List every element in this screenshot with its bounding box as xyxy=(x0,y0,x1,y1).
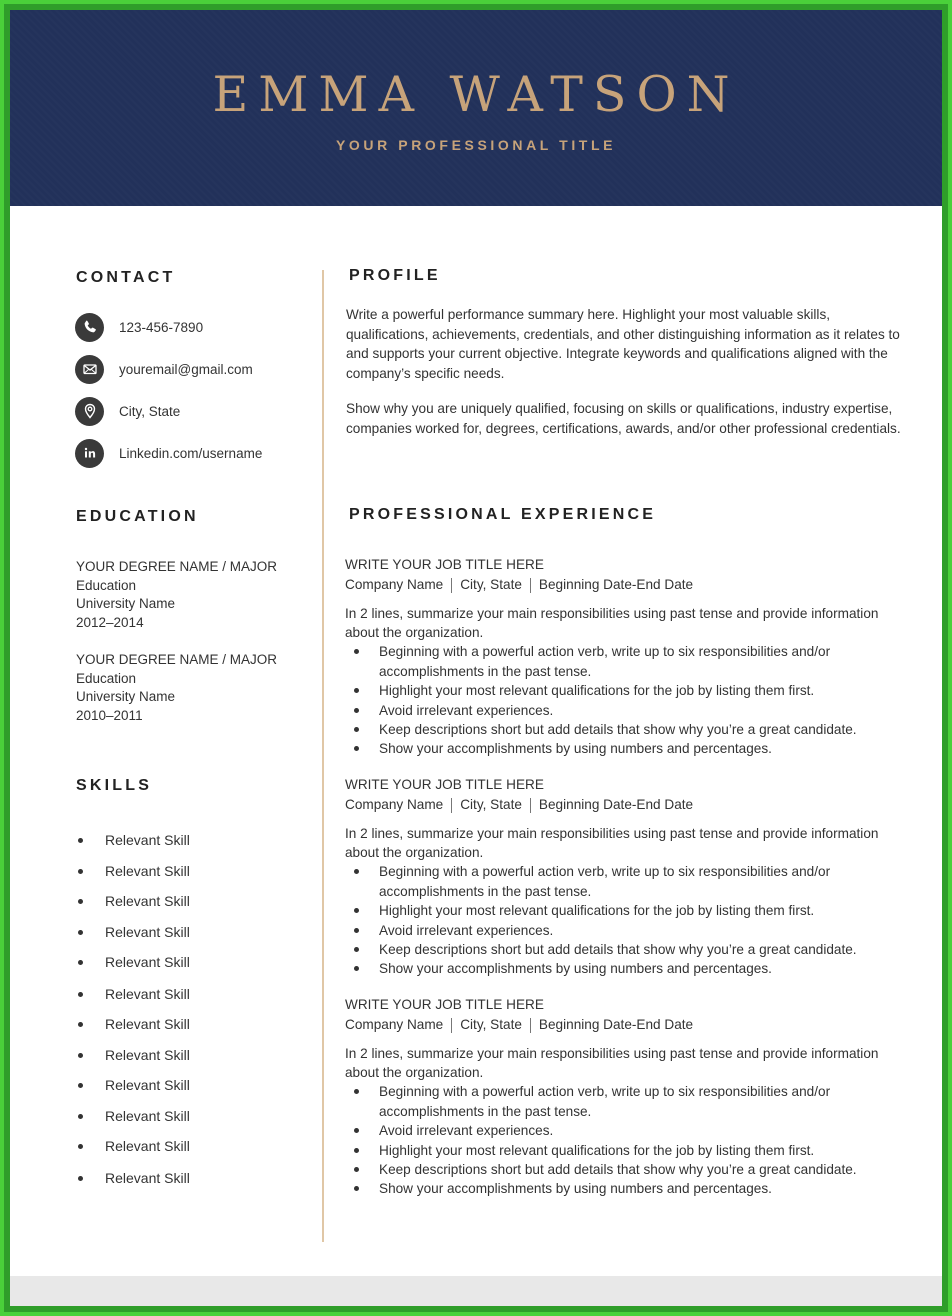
list-item: Beginning with a powerful action verb, write up to six responsibilities and/or accomplishments in the past tense. xyxy=(345,862,915,901)
job-bullets xyxy=(345,642,915,758)
separator xyxy=(451,578,452,593)
separator xyxy=(451,798,452,813)
degree-name: YOUR DEGREE NAME / MAJOR xyxy=(76,652,278,667)
job-dates: Beginning Date-End Date xyxy=(538,577,694,592)
job-entry xyxy=(345,555,915,759)
bullet-icon xyxy=(78,1022,83,1027)
skill-item: Relevant Skill xyxy=(76,924,190,940)
bullet-icon xyxy=(78,1114,83,1119)
list-item: Beginning with a powerful action verb, write up to six responsibilities and/or accomplishments in the past tense. xyxy=(345,642,915,681)
profile-summary: Write a powerful performance summary here. Highlight your most valuable skills, qualifications, achievements, credentials, and other distinguishing information as it relates to and supports your current objective. Integrate keywords and qualifications aligned with the company’s specific needs. xyxy=(346,307,900,381)
skill-item: Relevant Skill xyxy=(76,1077,190,1093)
list-item: Avoid irrelevant experiences. xyxy=(345,1121,915,1140)
profile-credentials: Show why you are uniquely qualified, focusing on skills or qualifications, industry expertise, companies worked for, degrees, certifications, awards, and/or other professional credentials. xyxy=(346,401,901,436)
education-entry xyxy=(76,651,277,725)
bullet-icon xyxy=(78,1053,83,1058)
job-location: City, State xyxy=(460,1017,522,1032)
skill-item: Relevant Skill xyxy=(76,863,190,879)
list-item: Avoid irrelevant experiences. xyxy=(345,921,915,940)
email-icon xyxy=(75,355,104,384)
company-name: Company Name xyxy=(345,1017,444,1032)
job-summary: In 2 lines, summarize your main responsibilities using past tense and provide information about the organization. xyxy=(345,1046,879,1081)
location-icon xyxy=(75,397,104,426)
school-name: University Name xyxy=(76,596,176,611)
email-text: youremail@gmail.com xyxy=(119,361,253,377)
contact-linkedin xyxy=(75,438,262,468)
list-item: Highlight your most relevant qualifications for the job by listing them first. xyxy=(345,901,915,920)
experience-heading: PROFESSIONAL EXPERIENCE xyxy=(349,506,657,523)
column-divider xyxy=(322,270,324,1242)
bullet-icon xyxy=(78,960,83,965)
skill-item: Relevant Skill xyxy=(76,1016,190,1032)
bullet-icon xyxy=(78,992,83,997)
job-dates: Beginning Date-End Date xyxy=(538,797,694,812)
list-item: Show your accomplishments by using numbers and percentages. xyxy=(345,1179,915,1198)
phone-text: 123-456-7890 xyxy=(119,319,204,335)
contact-location xyxy=(75,396,180,426)
location-text: City, State xyxy=(119,403,181,419)
job-title: WRITE YOUR JOB TITLE HERE xyxy=(345,777,544,792)
bullet-icon xyxy=(78,899,83,904)
list-item: Highlight your most relevant qualifications for the job by listing them first. xyxy=(345,1141,915,1160)
company-name: Company Name xyxy=(345,797,444,812)
job-entry xyxy=(345,995,915,1199)
list-item: Keep descriptions short but add details that show why you’re a great candidate. xyxy=(345,720,915,739)
education-years: 2010–2011 xyxy=(76,707,143,723)
header-banner xyxy=(10,10,942,206)
separator xyxy=(451,1018,452,1033)
bullet-icon xyxy=(78,1176,83,1181)
linkedin-icon xyxy=(75,439,104,468)
job-meta xyxy=(345,1015,915,1035)
skill-item: Relevant Skill xyxy=(76,893,190,909)
bullet-icon xyxy=(78,869,83,874)
job-location: City, State xyxy=(460,577,522,592)
separator xyxy=(530,1018,531,1033)
job-summary: In 2 lines, summarize your main responsibilities using past tense and provide information about the organization. xyxy=(345,826,879,861)
contact-email xyxy=(75,354,253,384)
education-years: 2012–2014 xyxy=(76,614,144,630)
job-meta xyxy=(345,575,915,595)
separator xyxy=(530,578,531,593)
degree-field: Education xyxy=(76,577,137,593)
job-bullets xyxy=(345,862,915,978)
bullet-icon xyxy=(78,930,83,935)
list-item: Show your accomplishments by using numbers and percentages. xyxy=(345,739,915,758)
degree-field: Education xyxy=(76,670,137,686)
education-heading: EDUCATION xyxy=(76,508,199,525)
job-title: WRITE YOUR JOB TITLE HERE xyxy=(345,557,544,572)
job-entry xyxy=(345,775,915,979)
page-bottom-strip xyxy=(10,1276,942,1306)
list-item: Keep descriptions short but add details that show why you’re a great candidate. xyxy=(345,940,915,959)
job-dates: Beginning Date-End Date xyxy=(538,1017,694,1032)
skill-item: Relevant Skill xyxy=(76,1170,190,1186)
degree-name: YOUR DEGREE NAME / MAJOR xyxy=(76,559,278,574)
skill-item: Relevant Skill xyxy=(76,832,190,848)
bullet-icon xyxy=(78,1083,83,1088)
list-item: Highlight your most relevant qualifications for the job by listing them first. xyxy=(345,681,915,700)
job-summary: In 2 lines, summarize your main responsibilities using past tense and provide information about the organization. xyxy=(345,606,879,641)
contact-heading: CONTACT xyxy=(76,269,176,286)
phone-icon xyxy=(75,313,104,342)
list-item: Show your accomplishments by using numbers and percentages. xyxy=(345,959,915,978)
education-entry xyxy=(76,558,277,632)
job-location: City, State xyxy=(460,797,522,812)
candidate-name: EMMA WATSON xyxy=(212,66,740,123)
job-title: WRITE YOUR JOB TITLE HERE xyxy=(345,997,544,1012)
separator xyxy=(530,798,531,813)
school-name: University Name xyxy=(76,689,176,704)
list-item: Avoid irrelevant experiences. xyxy=(345,701,915,720)
professional-title: YOUR PROFESSIONAL TITLE xyxy=(335,137,617,153)
skill-item: Relevant Skill xyxy=(76,954,190,970)
skills-heading: SKILLS xyxy=(76,777,153,794)
list-item: Beginning with a powerful action verb, write up to six responsibilities and/or accomplishments in the past tense. xyxy=(345,1082,915,1121)
skill-item: Relevant Skill xyxy=(76,1047,190,1063)
resume-page xyxy=(10,10,942,1306)
skill-item: Relevant Skill xyxy=(76,1108,190,1124)
job-bullets xyxy=(345,1082,915,1198)
linkedin-text: Linkedin.com/username xyxy=(119,445,263,461)
profile-heading: PROFILE xyxy=(349,267,441,284)
skill-item: Relevant Skill xyxy=(76,1138,190,1154)
skill-item: Relevant Skill xyxy=(76,986,190,1002)
company-name: Company Name xyxy=(345,577,444,592)
job-meta xyxy=(345,795,915,815)
contact-phone xyxy=(75,312,203,342)
bullet-icon xyxy=(78,838,83,843)
list-item: Keep descriptions short but add details that show why you’re a great candidate. xyxy=(345,1160,915,1179)
bullet-icon xyxy=(78,1144,83,1149)
